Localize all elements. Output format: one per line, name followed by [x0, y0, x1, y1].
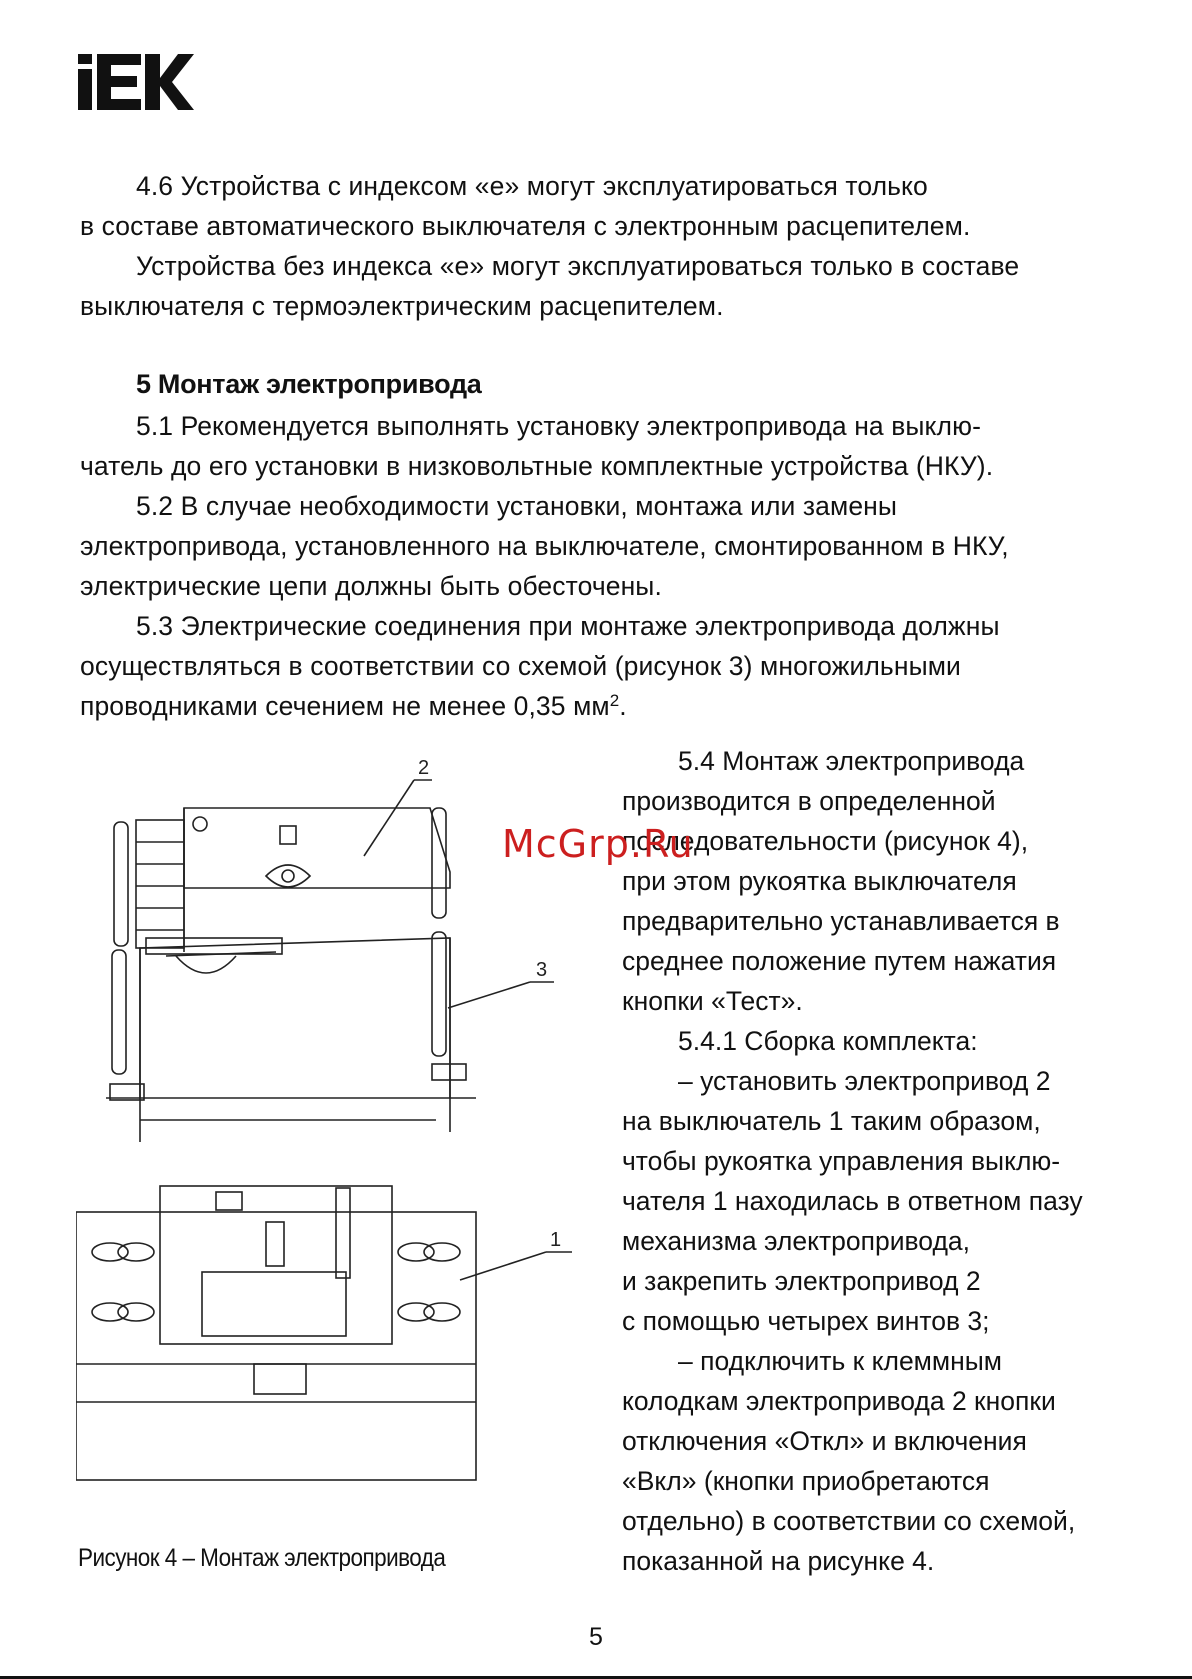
- text-line: на выключатель 1 таким образом,: [622, 1106, 1041, 1136]
- watermark: McGrp.Ru: [502, 822, 694, 866]
- text-line: – установить электропривод 2: [678, 1066, 1051, 1096]
- callout-1: 1: [550, 1229, 562, 1251]
- text-line: электрические цепи должны быть обесточены.: [80, 571, 662, 601]
- section-heading: 5 Монтаж электропривода: [136, 369, 482, 399]
- text-line: 5.2 В случае необходимости установки, монтажа или замены: [136, 491, 898, 521]
- text-line: механизма электропривода,: [622, 1226, 971, 1256]
- text-line: «Вкл» (кнопки приобретаются: [622, 1466, 990, 1496]
- text-line: 5.4 Монтаж электропривода: [678, 746, 1025, 776]
- text-line: – подключить к клеммным: [678, 1346, 1003, 1376]
- text-line: последовательности (рисунок 4),: [622, 826, 1029, 856]
- callout-3: 3: [536, 959, 548, 981]
- text-line: среднее положение путем нажатия: [622, 946, 1057, 976]
- paragraph-5-3: [80, 606, 1120, 726]
- page-number: 5: [589, 1623, 603, 1651]
- text-line: чатель до его установки в низковольтные комплектные устройства (НКУ).: [80, 451, 994, 481]
- text-line: выключателя с термоэлектрическим расцепителем.: [80, 291, 724, 321]
- text-line: осуществляться в соответствии со схемой (рисунок 3) многожильными: [80, 651, 961, 681]
- text-line: чателя 1 находилась в ответном пазу: [622, 1186, 1083, 1216]
- text-line: производится в определенной: [622, 786, 996, 816]
- text-line: с помощью четырех винтов 3;: [622, 1306, 990, 1336]
- paragraph-5-1: [80, 406, 1120, 486]
- text-line: электропривода, установленного на выключателе, смонтированном в НКУ,: [80, 531, 1009, 561]
- text-line: отключения «Откл» и включения: [622, 1426, 1027, 1456]
- text-line: отдельно) в соответствии со схемой,: [622, 1506, 1076, 1536]
- text-line: 5.3 Электрические соединения при монтаже электропривода должны: [136, 611, 1000, 641]
- text-line: кнопки «Тест».: [622, 986, 803, 1016]
- text-fragment: .: [619, 691, 627, 721]
- paragraph-5-4: [622, 741, 1122, 1581]
- text-line: Устройства без индекса «е» могут эксплуатироваться только в составе: [136, 251, 1020, 281]
- text-line: предварительно устанавливается в: [622, 906, 1060, 936]
- text-line: в составе автоматического выключателя с электронным расцепителем.: [80, 211, 971, 241]
- text-fragment: проводниками сечением не менее 0,35 мм: [80, 691, 610, 721]
- callout-2: 2: [418, 757, 430, 779]
- paragraph-4-6: [80, 166, 1120, 246]
- text-line: 4.6 Устройства с индексом «е» могут эксплуатироваться только: [136, 171, 928, 201]
- paragraph-4-6-continued: [80, 246, 1120, 326]
- text-line: показанной на рисунке 4.: [622, 1546, 935, 1576]
- superscript: 2: [609, 691, 620, 710]
- figure-caption: Рисунок 4 – Монтаж электропривода: [78, 1544, 446, 1572]
- text-line: 5.4.1 Сборка комплекта:: [678, 1026, 978, 1056]
- text-line: и закрепить электропривод 2: [622, 1266, 981, 1296]
- iek-logo: [78, 54, 194, 110]
- text-line: [80, 686, 1120, 726]
- text-line: при этом рукоятка выключателя: [622, 866, 1017, 896]
- text-line: чтобы рукоятка управления выклю-: [622, 1146, 1061, 1176]
- paragraph-5-2: [80, 486, 1120, 606]
- text-line: 5.1 Рекомендуется выполнять установку электропривода на выклю-: [136, 411, 982, 441]
- text-line: колодкам электропривода 2 кнопки: [622, 1386, 1056, 1416]
